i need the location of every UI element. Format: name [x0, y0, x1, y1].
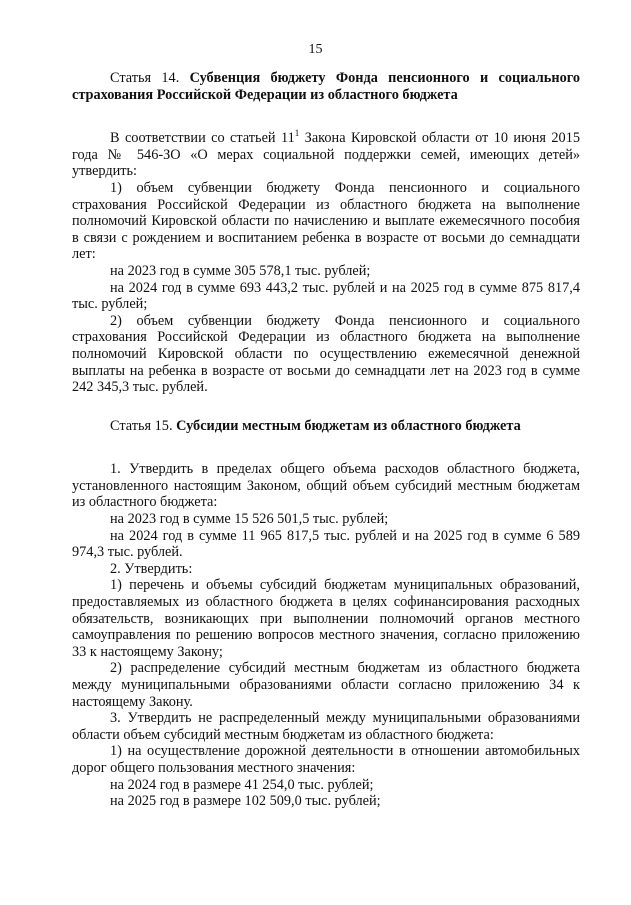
page-number: 15 [308, 42, 323, 57]
article-14-title: Субвенция бюджету Фонда пенсионного и социального страхования Российской Федерации из областного бюджета [72, 70, 580, 103]
article-15-label: Статья 15. [110, 417, 173, 434]
article-14-item-1-2024: на 2024 год в сумме 693 443,2 тыс. рублей и на 2025 год в сумме 875 817,4 тыс. рублей; [72, 279, 580, 313]
page-content [72, 70, 580, 810]
article-15-item-3-1-2024: на 2024 год в размере 41 254,0 тыс. рублей; [110, 776, 374, 793]
article-14-item-1: 1) объем субвенции бюджету Фонда пенсионного и социального страхования Российской Федерации из областного бюджета на выполнение полномочий Кировской области по начислению и выплате ежемесячного пособия в связи с рождением и воспитанием ребенка в возрасте от восьми до семнадцати лет: [72, 179, 580, 263]
article-14-intro-sup: 1 [294, 128, 300, 139]
article-15-item-1-2024: на 2024 год в сумме 11 965 817,5 тыс. рублей и на 2025 год в сумме 6 589 974,3 тыс. рублей. [72, 527, 580, 561]
article-15-item-2-1: 1) перечень и объемы субсидий бюджетам муниципальных образований, предоставляемых из областного бюджета в целях софинансирования расходных обязательств, возникающих при выполнении полномочий органов местного самоуправления по решению вопросов местного значения, согласно приложению 33 к настоящему Закону; [72, 577, 580, 660]
article-14-item-1-2023: на 2023 год в сумме 305 578,1 тыс. рублей; [110, 262, 371, 279]
article-14-item-2: 2) объем субвенции бюджету Фонда пенсионного и социального страхования Российской Федерации из областного бюджета на выполнение полномочий Кировской области по осуществлению ежемесячной денежной выплаты на ребенка в возрасте от восьми до семнадцати лет на 2023 год в сумме 242 345,3 тыс. рублей. [72, 312, 580, 396]
article-14-heading [72, 70, 580, 103]
article-14-label: Статья 14. [110, 70, 180, 86]
article-15-item-3-1: 1) на осуществление дорожной деятельности в отношении автомобильных дорог общего пользования местного значения: [72, 743, 580, 776]
article-15-item-1-2023: на 2023 год в сумме 15 526 501,5 тыс. рублей; [110, 511, 389, 528]
article-15-item-2-2: 2) распределение субсидий местным бюджетам из областного бюджета между муниципальными образованиями области согласно приложению 34 к настоящему Закону. [72, 660, 580, 710]
article-15-item-1: 1. Утвердить в пределах общего объема расходов областного бюджета, установленного настоящим Законом, общий объем субсидий местным бюджетам из областного бюджета: [72, 461, 580, 511]
article-14-intro-b: Закона Кировской области от 10 июня 2015 года № 546-ЗО «О мерах социальной поддержки семей, имеющих детей» утвердить: [72, 130, 580, 180]
article-15-item-3-1-2025: на 2025 год в размере 102 509,0 тыс. рублей; [110, 793, 381, 810]
article-15-item-2: 2. Утвердить: [110, 560, 193, 577]
article-15-heading [72, 418, 580, 435]
article-14-intro [72, 130, 580, 180]
article-15-title: Субсидии местным бюджетам из областного бюджета [176, 417, 521, 434]
article-15-item-3: 3. Утвердить не распределенный между муниципальными образованиями области объем субсидий местным бюджетам из областного бюджета: [72, 710, 580, 743]
article-14-intro-a: В соответствии со статьей 11 [110, 130, 295, 147]
